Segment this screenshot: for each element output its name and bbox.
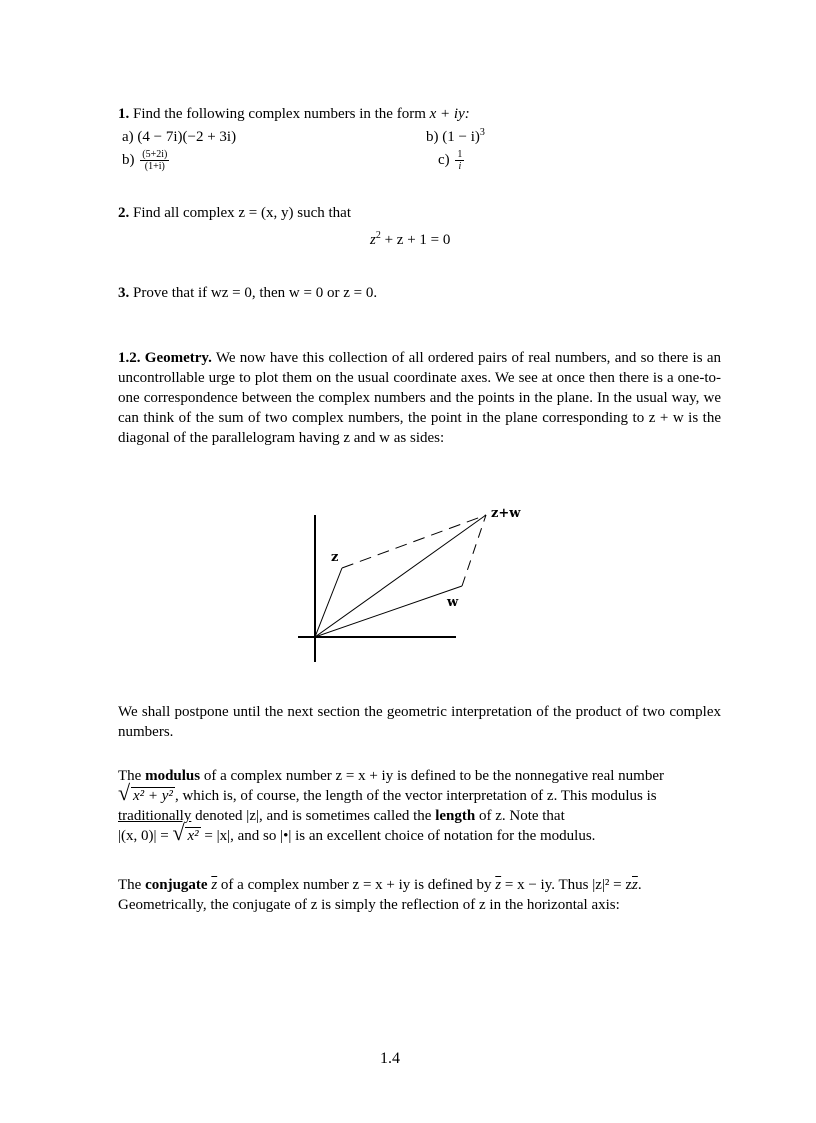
problem-2-equation: [370, 230, 450, 250]
conjugate-line-2: Geometrically, the conjugate of z is simply the reflection of z in the horizontal axis:: [118, 897, 620, 913]
fraction-denominator: i: [458, 161, 462, 172]
label-z-plus-w: z+w: [491, 506, 521, 521]
problem-1a: a) (4 − 7i)(−2 + 3i): [122, 129, 237, 145]
vector-z: [315, 568, 342, 637]
length-term: length: [435, 808, 476, 824]
vector-sum: [315, 515, 486, 637]
problem-1-number: 1.: [118, 106, 130, 122]
problem-1c: [438, 149, 464, 172]
dashed-edge-right: [462, 515, 486, 586]
modulus-text-5b: = |x|, and so |•| is an excellent choice of notation for the modulus.: [204, 828, 596, 844]
equation-rest: + z + 1 = 0: [384, 232, 451, 248]
modulus-text-3: , which is, of course, the length of the vector interpretation of z. This modulus is: [174, 788, 657, 804]
sqrt-argument: x²: [187, 828, 199, 844]
equation-exponent: 2: [375, 230, 381, 241]
equation-z: z: [370, 232, 376, 248]
fraction-1-over-i: [455, 149, 464, 172]
fraction-denominator: (1+i): [144, 161, 165, 172]
problem-2-text: Find all complex z = (x, y) such that: [133, 205, 351, 221]
parallelogram-diagram: [290, 490, 540, 670]
dashed-edge-top: [342, 515, 486, 568]
modulus-term: modulus: [145, 768, 201, 784]
modulus-text-2: of a complex number z = x + iy is defined to be the nonnegative real number: [203, 768, 664, 784]
problem-1-statement: [118, 104, 470, 124]
radical-sign: √: [118, 780, 131, 805]
label-w: w: [447, 595, 459, 610]
conjugate-text-3: = x − iy. Thus |z|² = z: [504, 877, 632, 893]
fraction-numerator: (5+2i): [142, 149, 168, 160]
zbar-symbol: $\overline{z}$: [211, 877, 218, 893]
sqrt-x2-plus-y2: [118, 780, 175, 806]
problem-1c-label: c): [438, 151, 450, 168]
radical-sign: √: [172, 820, 185, 845]
problem-2-number: 2.: [118, 205, 130, 221]
problem-3-statement: [118, 283, 377, 303]
modulus-text-4a: traditionally: [118, 808, 192, 824]
problem-1-form: x + iy:: [429, 106, 470, 122]
zbar-symbol: $\overline{z}$: [632, 877, 638, 893]
sqrt-x2: [172, 820, 200, 846]
modulus-text-4b: denoted |z|, and is sometimes called the: [195, 808, 432, 824]
conjugate-text-2: of a complex number z = x + iy is defined by: [220, 877, 492, 893]
page-number: 1.4: [380, 1050, 400, 1067]
vector-w: [315, 586, 462, 637]
modulus-text-5a: |(x, 0)| =: [118, 828, 169, 844]
section-body: We now have this collection of all ordered pairs of real numbers, and so there is an uncontrollable urge to plot them on the usual coordinate axes. We see at once then there is a one-to-one correspondence between the complex numbers and the points in the plane. In the usual way, we can think of the sum of two complex numbers, the point in the plane corresponding to z + w is the diagonal of the parallelogram having z and w as sides:: [118, 350, 721, 446]
conjugate-term: conjugate: [145, 877, 208, 893]
conjugate-text-4: .: [637, 877, 642, 893]
fraction-numerator: 1: [457, 149, 463, 160]
conjugate-text-1: The: [118, 877, 142, 893]
zbar-symbol: $\overline{z}$: [495, 877, 502, 893]
problem-1b-label: b): [122, 151, 135, 168]
problem-1b-base: b) (1 − i): [426, 129, 480, 145]
modulus-paragraph: [118, 766, 721, 846]
postpone-paragraph: We shall postpone until the next section the geometric interpretation of the product of two complex numbers.: [118, 704, 721, 740]
problem-1b-power: [426, 127, 485, 147]
problem-1b-fraction: [122, 149, 169, 172]
problem-3-number: 3.: [118, 285, 130, 301]
sqrt-argument: x² + y²: [133, 788, 173, 804]
section-geometry-paragraph: [118, 348, 721, 448]
problem-1-text: Find the following complex numbers in the form: [133, 106, 426, 122]
section-heading: 1.2. Geometry.: [118, 350, 212, 366]
problem-1b-exponent: 3: [479, 127, 485, 138]
modulus-text-1: The: [118, 768, 142, 784]
modulus-text-4c: of z. Note that: [478, 808, 565, 824]
label-z: z: [331, 550, 339, 565]
fraction-5plus2i-over-1plusi: [140, 149, 169, 172]
problem-3-text: Prove that if wz = 0, then w = 0 or z = 0.: [133, 285, 378, 301]
problem-2-statement: [118, 203, 351, 223]
conjugate-paragraph: [118, 875, 721, 915]
